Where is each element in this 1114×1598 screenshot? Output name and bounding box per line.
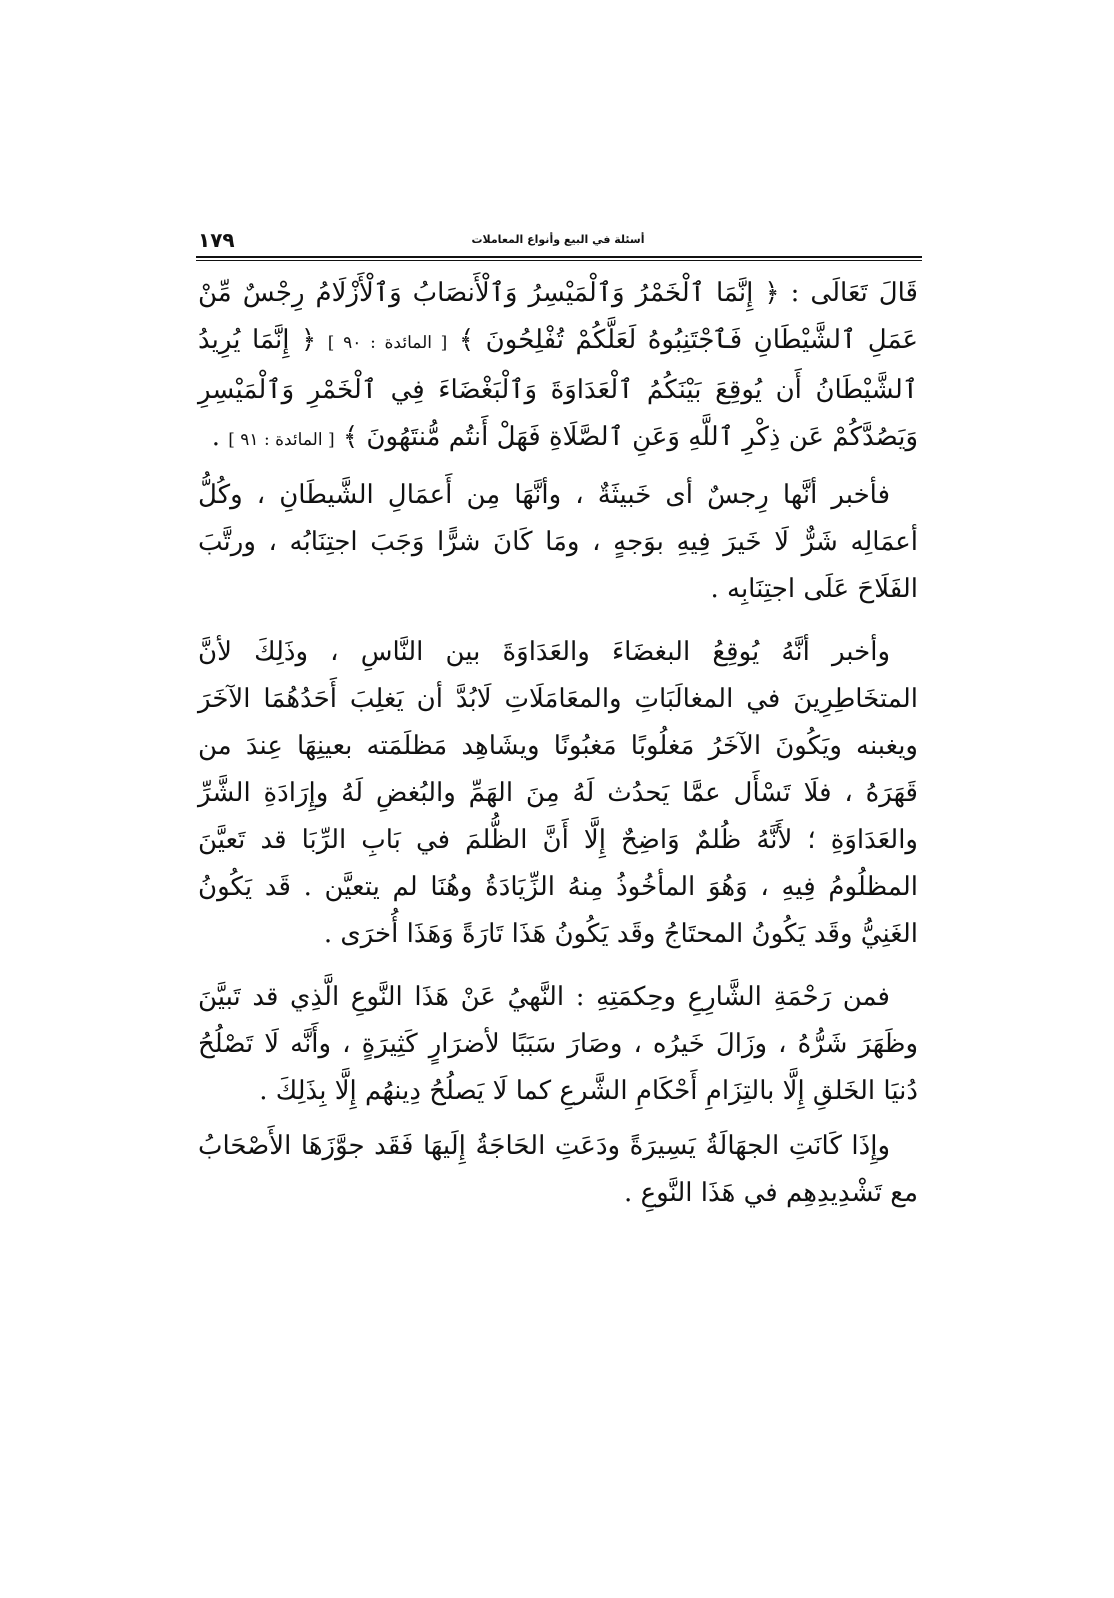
header-rule <box>196 256 922 261</box>
quran-verse-paragraph <box>198 270 918 464</box>
paragraph-1: فأخبر أنَّها رِجسٌ أى خَبيثَةٌ ، وأنَّهَا مِن أَعمَالِ الشَّيطَانِ ، وكُلُّ أعمَالِه شَرٌّ لَا خَيرَ فِيهِ بوَجهٍ ، ومَا كَانَ شرًّا وَجَبَ اجتِنَابُه ، ورتَّبَ الفَلَاحَ عَلَى اجتِنَابِه . <box>198 480 918 604</box>
verse-text-2: ﴿ إِنَّمَا يُرِيدُ ٱلشَّيْطَانُ أَن يُوقِعَ بَيْنَكُمُ ٱلْعَدَاوَةَ وَٱلْبَغْضَاءَ فِي ٱلْخَمْرِ وَٱلْمَيْسِرِ وَيَصُدَّكُمْ عَن ذِكْرِ ٱللَّهِ وَعَنِ ٱلصَّلَاةِ فَهَلْ أَنتُم مُّنتَهُونَ ﴾ <box>198 325 918 452</box>
spacer <box>198 958 918 974</box>
verse-end: . <box>211 422 220 452</box>
spacer <box>198 613 918 629</box>
spacer <box>198 464 918 472</box>
page-body <box>198 270 918 1217</box>
paragraph-4: وإِذَا كَانَتِ الجهَالَةُ يَسِيرَةً ودَعَتِ الحَاجَةُ إِلَيهَا فَقَد جوَّزَهَا الأَصْحَابُ مع تَشْدِيدِهِم في هَذَا النَّوعِ . <box>198 1131 918 1208</box>
verse-text-1: قَالَ تَعَالَى : ﴿ إِنَّمَا ٱلْخَمْرُ وَٱلْمَيْسِرُ وَٱلْأَنصَابُ وَٱلْأَزْلَامُ رِجْسٌ مِّنْ عَمَلِ ٱلشَّيْطَانِ فَٱجْتَنِبُوهُ لَعَلَّكُمْ تُفْلِحُونَ ﴾ <box>198 278 919 355</box>
paragraph-2: وأخبر أنَّهُ يُوقِعُ البغضَاءَ والعَدَاوَةَ بين النَّاسِ ، وذَلِكَ لأنَّ المتخَاطِرِينَ في المغالَبَاتِ والمعَامَلَاتِ لَابُدَّ أن يَغلِبَ أَحَدُهُمَا الآخَرَ ويغبنه ويَكُونَ الآخَرُ مَغلُوبًا مَغبُونًا ويشَاهِد مَظلَمَته بعينِهَا عِندَ من قَهَرَهُ ، فلَا تَسْأَل عمَّا يَحدُث لَهُ مِنَ الهَمِّ والبُغضِ لَهُ وإِرَادَةِ الشَّرِّ والعَدَاوَةِ ؛ لأَنَّهُ ظُلمٌ وَاضِحٌ إِلَّا أَنَّ الظُّلمَ في بَابِ الرِّبَا قد تَعيَّنَ المظلُومُ فِيهِ ، وَهُوَ المأخُوذُ مِنهُ الزِّيَادَةُ وهُنَا لم يتعيَّن . قَد يَكُونُ الغَنِيُّ وقَد يَكُونُ المحتَاجُ وقَد يَكُونُ هَذَا تَارَةً وَهَذَا أُخرَى . <box>198 637 918 949</box>
page-header <box>198 228 918 258</box>
spacer <box>198 1115 918 1123</box>
running-title: أسئلة في البيع وأنواع المعاملات <box>471 233 645 246</box>
verse-citation-1: [ المائدة : ٩٠ ] <box>327 333 448 353</box>
page-number: ١٧٩ <box>198 228 235 252</box>
paragraph-3: فمن رَحْمَةِ الشَّارِعِ وحِكمَتِهِ : النَّهيُ عَنْ هَذَا النَّوعِ الَّذِي قد تَبيَّنَ وظَهَرَ شَرُّهُ ، وزَالَ خَيرُه ، وصَارَ سَبَبًا لأضرَارٍ كَثِيرَةٍ ، وأَنَّه لَا تَصْلُحُ دُنيَا الخَلقِ إِلَّا بالتِزَامِ أَحْكَامِ الشَّرعِ كما لَا يَصلُحُ دِينهُم إِلَّا بِذَلِكَ . <box>198 982 918 1106</box>
verse-citation-2: [ المائدة : ٩١ ] <box>228 430 335 450</box>
